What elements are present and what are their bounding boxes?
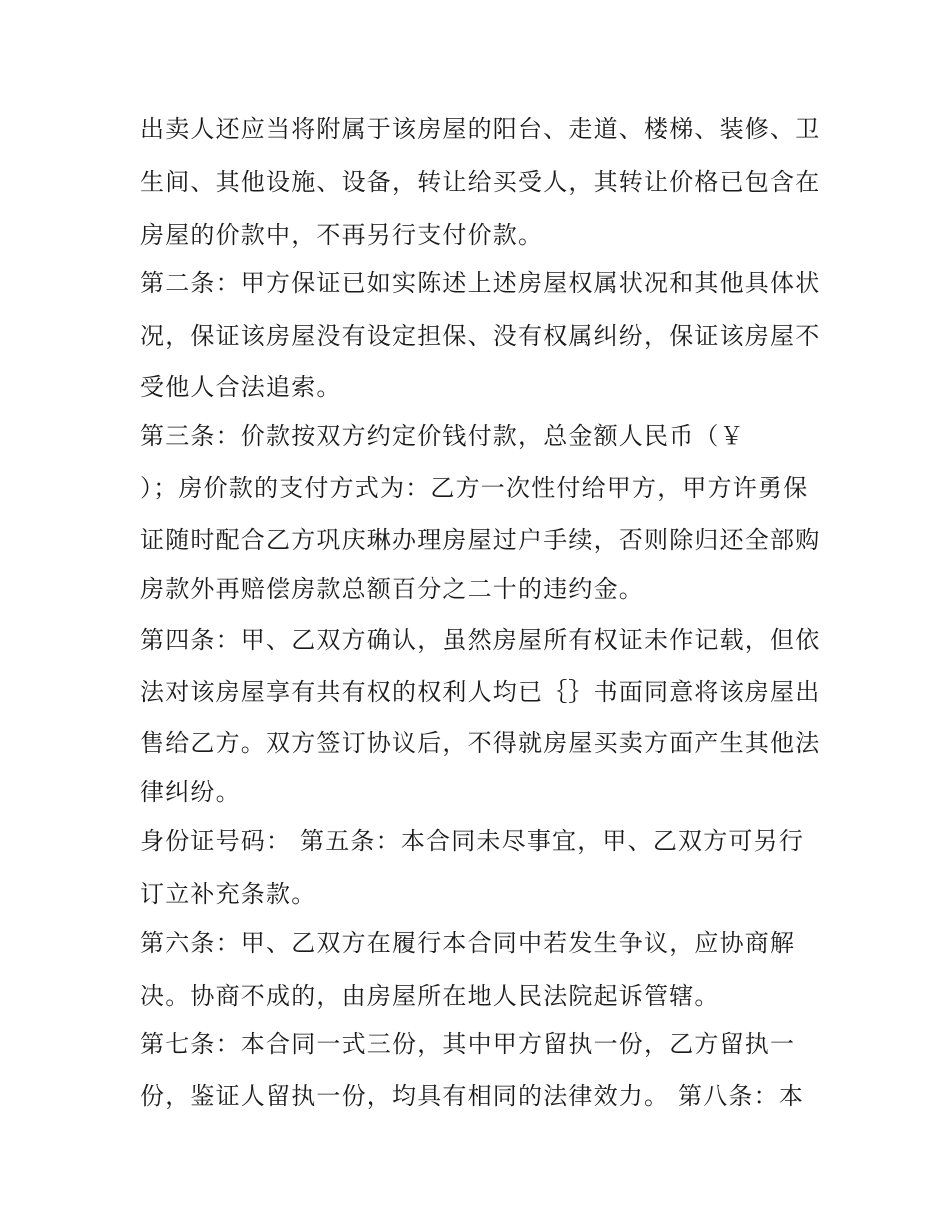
text-line: 证随时配合乙方巩庆琳办理房屋过户手续，否则除归还全部购 — [140, 526, 821, 554]
text-line: 第四条：甲、乙双方确认，虽然房屋所有权证未作记载，但依 — [140, 626, 821, 654]
text-line: 律纠纷。 — [140, 778, 241, 806]
text-line: 身份证号码： 第五条：本合同未尽事宜，甲、乙双方可另行 — [140, 827, 805, 855]
text-line: 份，鉴证人留执一份，均具有相同的法律效力。 第八条：本 — [140, 1082, 805, 1110]
text-line: 生间、其他设施、设备，转让给买受人，其转让价格已包含在 — [140, 168, 821, 196]
text-line: 第六条：甲、乙双方在履行本合同中若发生争议，应协商解 — [140, 929, 796, 957]
text-line: ）；房价款的支付方式为：乙方一次性付给甲方，甲方许勇保 — [140, 474, 809, 502]
text-line: 房屋的价款中，不再另行支付价款。 — [140, 221, 544, 249]
text-line: 第七条：本合同一式三份，其中甲方留执一份，乙方留执一 — [140, 1030, 796, 1058]
text-line: 法对该房屋享有共有权的权利人均已｛｝书面同意将该房屋出 — [140, 678, 821, 706]
text-line: 出卖人还应当将附属于该房屋的阳台、走道、楼梯、装修、卫 — [140, 115, 821, 143]
text-line: 况，保证该房屋没有设定担保、没有权属纠纷，保证该房屋不 — [140, 322, 821, 350]
text-line: 房款外再赔偿房款总额百分之二十的违约金。 — [140, 575, 644, 603]
text-line: 订立补充条款。 — [140, 880, 317, 908]
text-line: 决。协商不成的，由房屋所在地人民法院起诉管辖。 — [140, 982, 720, 1010]
text-line: 售给乙方。双方签订协议后，不得就房屋买卖方面产生其他法 — [140, 729, 821, 757]
text-line: 第二条：甲方保证已如实陈述上述房屋权属状况和其他具体状 — [140, 269, 821, 297]
text-line: 第三条：价款按双方约定价钱付款，总金额人民币（￥ — [140, 422, 745, 450]
text-line: 受他人合法追索。 — [140, 373, 342, 401]
